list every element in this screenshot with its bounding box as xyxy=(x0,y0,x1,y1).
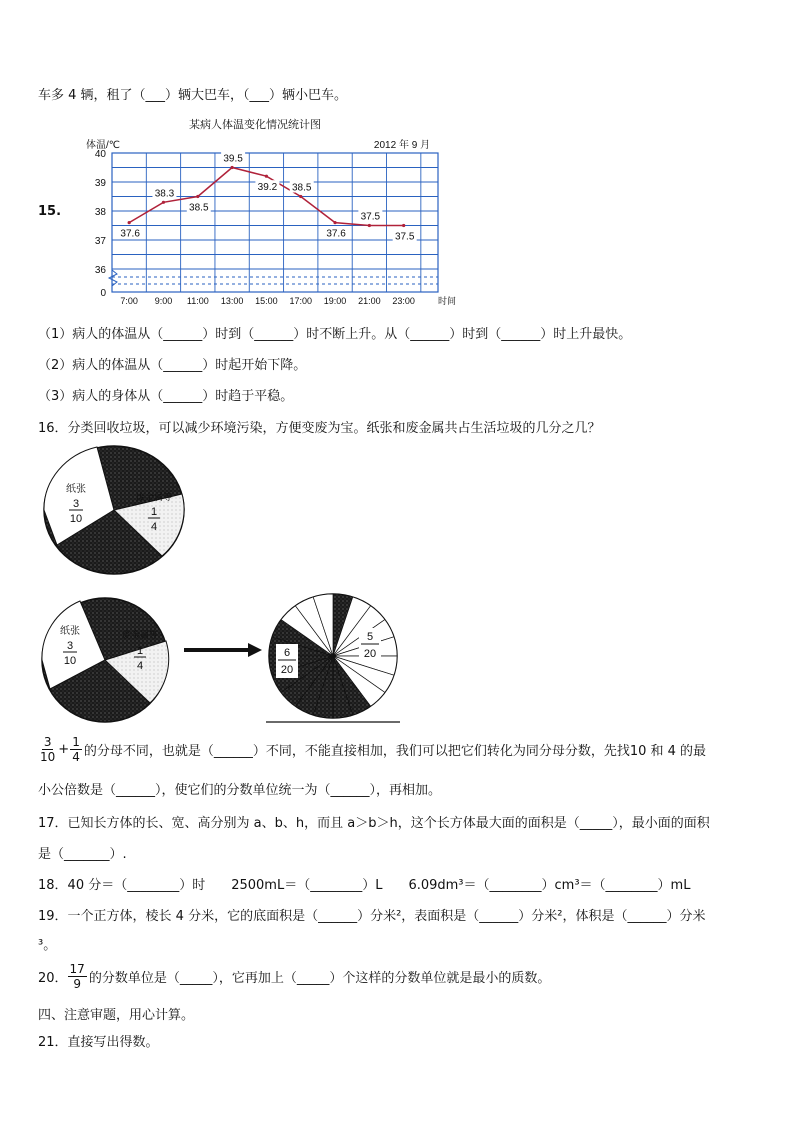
q15-sub2: （2）病人的体温从（______）时起开始下降。 xyxy=(38,358,307,373)
data-label: 38.5 xyxy=(292,182,312,194)
chart-data-labels xyxy=(118,152,417,243)
chart-x-ticks xyxy=(120,296,415,306)
chart-title: 某病人体温变化情况统计图 xyxy=(189,119,321,131)
x-tick-label: 7:00 xyxy=(120,296,138,306)
q16-question: 16．分类回收垃圾，可以减少环境污染，方便变废为宝。纸张和废金属共占生活垃圾的几分之几？ xyxy=(38,421,601,436)
y-tick-label: 39 xyxy=(94,178,106,189)
pie1-paper-num: 3 xyxy=(72,498,80,510)
x-tick-label: 21:00 xyxy=(358,296,381,306)
data-point xyxy=(128,221,131,224)
fraction-3-10: $\frac{3}{10}$ xyxy=(40,735,56,764)
pie2-metal-label: 废金属等 xyxy=(121,630,159,640)
q20-line xyxy=(38,962,550,991)
data-point xyxy=(265,175,268,178)
data-label: 37.6 xyxy=(326,228,346,240)
data-point xyxy=(402,224,405,227)
data-point xyxy=(299,195,302,198)
arrow-right-icon xyxy=(184,642,264,658)
data-point xyxy=(231,166,234,169)
q15-sub1: （1）病人的体温从（______）时到（______）时不断上升。从（______）时到（______）时上升最快。 xyxy=(38,327,632,342)
y-tick-label: 40 xyxy=(94,149,106,160)
section-four-heading: 四、注意审题，用心计算。 xyxy=(38,1008,195,1023)
y-tick-label: 0 xyxy=(100,288,106,299)
x-tick-label: 17:00 xyxy=(289,296,313,306)
x-tick-label: 13:00 xyxy=(220,296,244,306)
q20-text: 的分数单位是（_____），它再加上（_____）个这样的分数单位就是最小的质数。 xyxy=(88,971,551,986)
pie-chart-1 xyxy=(42,444,187,577)
pie3-left-den: 20 xyxy=(280,664,294,676)
q17-line2: 是（_______）. xyxy=(38,847,127,862)
q20-prefix: 20． xyxy=(38,971,68,986)
pie3-right-den: 20 xyxy=(363,648,377,660)
data-point xyxy=(196,195,199,198)
x-tick-label: 11:00 xyxy=(186,296,209,306)
x-tick-label: 9:00 xyxy=(154,296,173,306)
x-tick-label: 23:00 xyxy=(392,296,415,306)
q16-explanation-line2: 小公倍数是（______），使它们的分数单位统一为（______），再相加。 xyxy=(38,783,442,798)
pie-chart-2 xyxy=(40,596,170,724)
fraction-1-4: $\frac{1}{4}$ xyxy=(72,735,80,764)
y-tick-label: 37 xyxy=(94,236,106,247)
data-point xyxy=(162,201,165,204)
chart-frame xyxy=(112,153,438,292)
pie2-paper-label: 纸张 xyxy=(60,626,80,637)
chart-ylabel: 体温/℃ xyxy=(86,140,121,151)
data-label: 37.5 xyxy=(394,231,415,243)
data-point xyxy=(333,221,336,224)
fraction-17-9: $\frac{17}{9}$ xyxy=(69,962,85,991)
pie1-paper-label: 纸张 xyxy=(66,484,86,495)
q15-sub3: （3）病人的身体从（______）时趋于平稳。 xyxy=(38,389,294,404)
q17-line1: 17．已知长方体的长、宽、高分别为 a、b、h，而且 a＞b＞h，这个长方体最大面的面积是（_____），最小面的面积 xyxy=(38,816,710,831)
pie3-left-num: 6 xyxy=(283,647,291,659)
q21-line: 21．直接写出得数。 xyxy=(38,1035,159,1050)
pie2-metal-den: 4 xyxy=(136,660,144,672)
pie1-metal-num: 1 xyxy=(150,506,158,518)
y-tick-label: 38 xyxy=(94,207,106,218)
data-label: 37.6 xyxy=(120,228,140,240)
q19-line2: ³。 xyxy=(38,938,57,953)
data-label: 38.5 xyxy=(189,202,209,214)
pie1-metal-label: 废金属等 xyxy=(135,492,173,502)
pie3-right-num: 5 xyxy=(366,631,374,643)
chart-grid xyxy=(112,153,438,292)
pie1-metal-den: 4 xyxy=(150,521,158,533)
plus-sign: + xyxy=(58,742,70,757)
chart-xlabel: 时间 xyxy=(438,296,457,306)
q19-line1: 19．一个正方体，棱长 4 分米，它的底面积是（______）分米²，表面积是（______）分米²，体积是（______）分米 xyxy=(38,909,706,924)
data-point xyxy=(368,224,371,227)
pie1-paper-den: 10 xyxy=(69,513,83,525)
temperature-chart xyxy=(80,112,460,312)
data-label: 39.2 xyxy=(257,182,278,194)
pie2-paper-num: 3 xyxy=(66,640,74,652)
pie-chart-3 xyxy=(266,592,406,726)
x-tick-label: 15:00 xyxy=(255,296,278,306)
pie2-paper-den: 10 xyxy=(63,655,77,667)
q16-explanation-line1 xyxy=(38,735,706,764)
pie2-metal-num: 1 xyxy=(136,645,144,657)
q14-tail-line: 车多 4 辆，租了（___）辆大巴车，（___）辆小巴车。 xyxy=(38,88,348,103)
data-label: 38.3 xyxy=(154,188,175,200)
data-label: 39.5 xyxy=(223,153,243,165)
q18-line: 18．40 分＝（________）时 2500mL＝（________）L 6.09dm³＝（________）cm³＝（________）mL xyxy=(38,878,691,893)
y-tick-label: 36 xyxy=(94,265,106,276)
chart-date-note: 2012 年 9 月 xyxy=(373,140,431,151)
q16-explanation-text-a: 的分母不同，也就是（______）不同，不能直接相加，我们可以把它们转化为同分母分数，先找10 和 4 的最 xyxy=(83,744,707,759)
q15-number: 15. xyxy=(38,204,62,219)
data-label: 37.5 xyxy=(360,211,381,223)
x-tick-label: 19:00 xyxy=(323,296,347,306)
chart-y-ticks xyxy=(95,149,107,299)
